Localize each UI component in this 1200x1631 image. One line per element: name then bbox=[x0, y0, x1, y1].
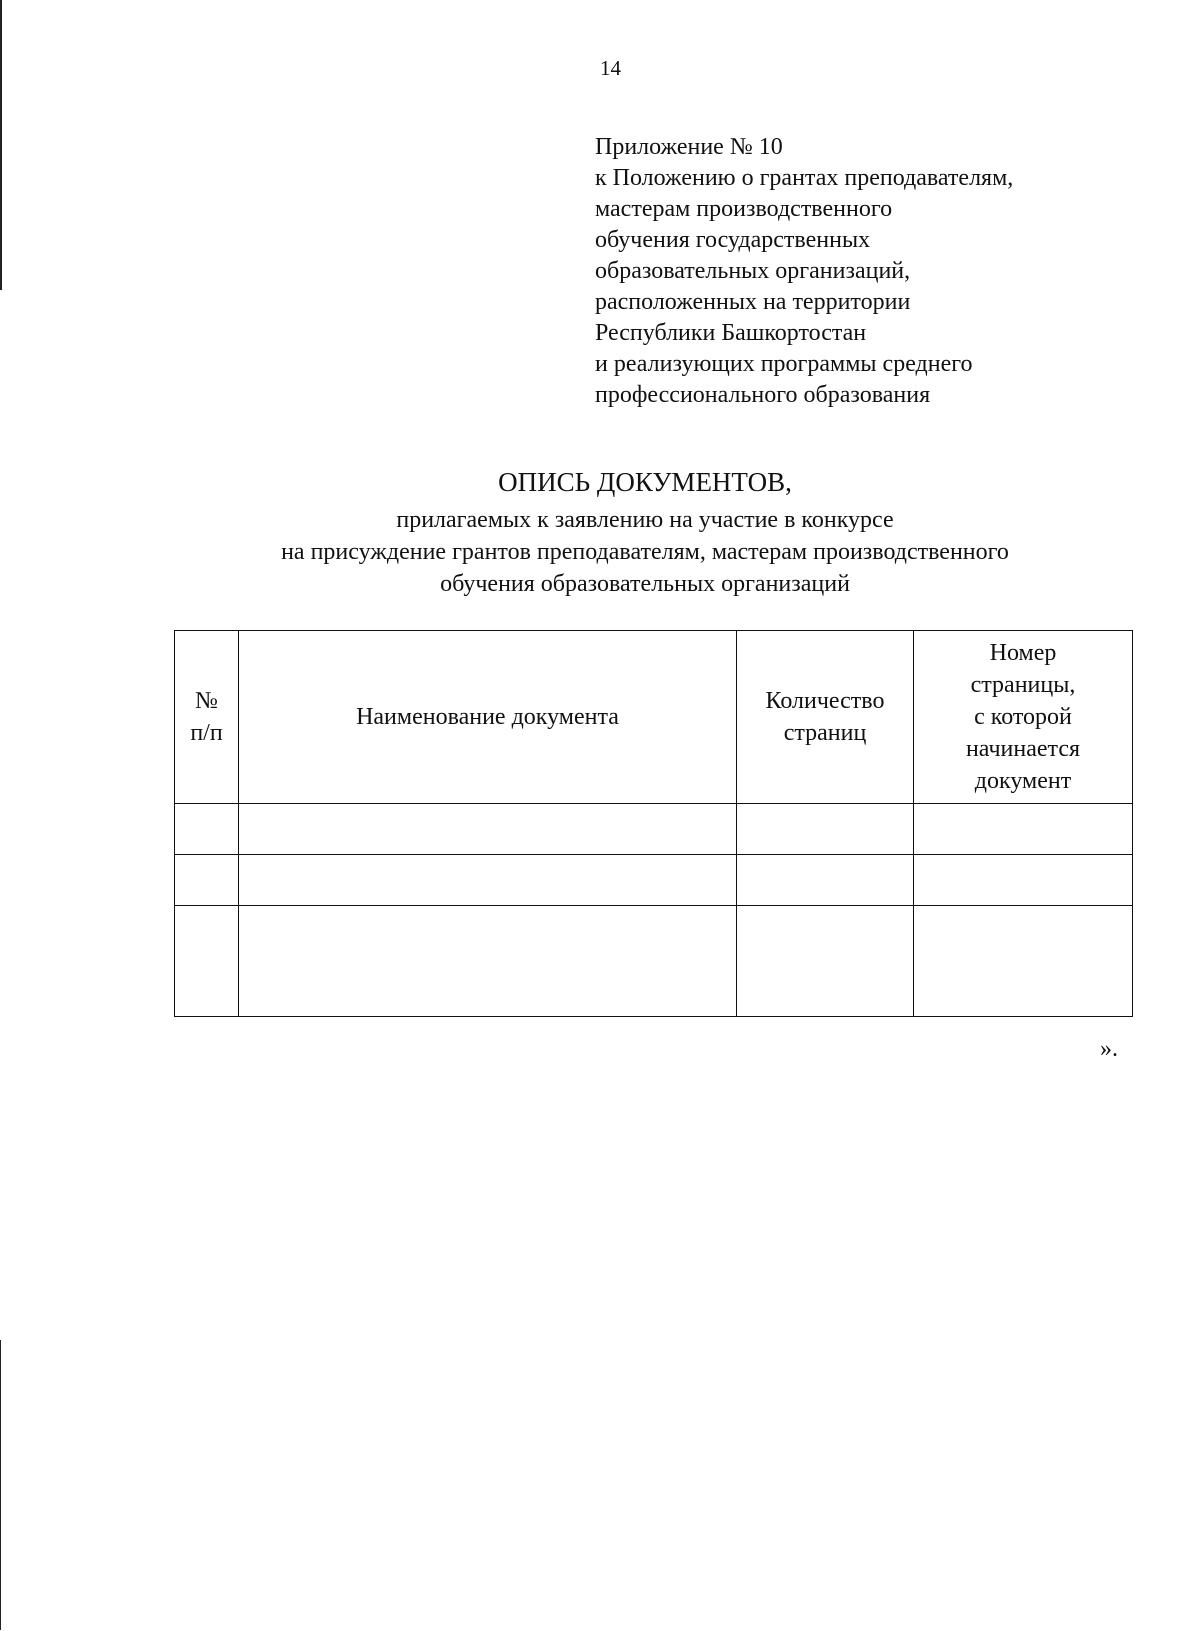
subtitle-line: прилагаемых к заявлению на участие в конкурсе bbox=[396, 507, 894, 533]
header-page-count-line: Количество bbox=[765, 688, 885, 714]
scan-edge-line bbox=[0, 1340, 1, 1630]
appendix-line: расположенных на территории bbox=[595, 289, 911, 315]
table-cell bbox=[175, 804, 239, 855]
header-start-page bbox=[914, 631, 1133, 804]
appendix-line: образовательных организаций, bbox=[595, 258, 911, 284]
table-cell bbox=[914, 855, 1133, 906]
table-row bbox=[175, 804, 1133, 855]
subtitle-line: на присуждение грантов преподавателям, мастерам производственного bbox=[281, 539, 1009, 565]
appendix-line: профессионального образования bbox=[595, 382, 931, 408]
table-cell bbox=[914, 906, 1133, 1017]
header-number-line: п/п bbox=[190, 720, 223, 746]
header-document-name-line: Наименование документа bbox=[356, 704, 619, 730]
table-cell bbox=[239, 804, 737, 855]
header-start-page-line: страницы, bbox=[970, 672, 1076, 698]
document-title: ОПИСЬ ДОКУМЕНТОВ, bbox=[498, 467, 792, 497]
header-document-name bbox=[239, 631, 737, 804]
header-start-page-line: Номер bbox=[989, 640, 1057, 666]
table-header-row bbox=[175, 631, 1133, 804]
table-cell bbox=[175, 855, 239, 906]
appendix-line: и реализующих программы среднего bbox=[595, 351, 973, 377]
header-start-page-line: документ bbox=[974, 768, 1072, 794]
table-row bbox=[175, 855, 1133, 906]
appendix-line: обучения государственных bbox=[595, 227, 871, 253]
appendix-line: к Положению о грантах преподавателям, bbox=[595, 165, 1014, 191]
header-start-page-line: начинается bbox=[965, 736, 1081, 762]
header-number bbox=[175, 631, 239, 804]
header-page-count-line: страниц bbox=[783, 720, 867, 746]
header-number-line: № bbox=[195, 688, 218, 714]
table-cell bbox=[737, 804, 914, 855]
appendix-line: Республики Башкортостан bbox=[595, 320, 867, 346]
header-page-count bbox=[737, 631, 914, 804]
page-number: 14 bbox=[600, 56, 621, 80]
appendix-note bbox=[595, 132, 1185, 411]
table-cell bbox=[914, 804, 1133, 855]
document-subtitle bbox=[0, 504, 1200, 600]
header-start-page-line: с которой bbox=[974, 704, 1072, 730]
scan-edge-line bbox=[0, 0, 2, 290]
table-cell bbox=[737, 906, 914, 1017]
table-cell bbox=[737, 855, 914, 906]
subtitle-line: обучения образовательных организаций bbox=[440, 571, 850, 597]
table-cell bbox=[239, 855, 737, 906]
table-row bbox=[175, 906, 1133, 1017]
appendix-line: Приложение № 10 bbox=[595, 134, 783, 160]
documents-inventory-table bbox=[174, 630, 1133, 1017]
table-cell bbox=[239, 906, 737, 1017]
table-cell bbox=[175, 906, 239, 1017]
closing-quote-mark: ». bbox=[1100, 1036, 1118, 1062]
appendix-line: мастерам производственного bbox=[595, 196, 893, 222]
